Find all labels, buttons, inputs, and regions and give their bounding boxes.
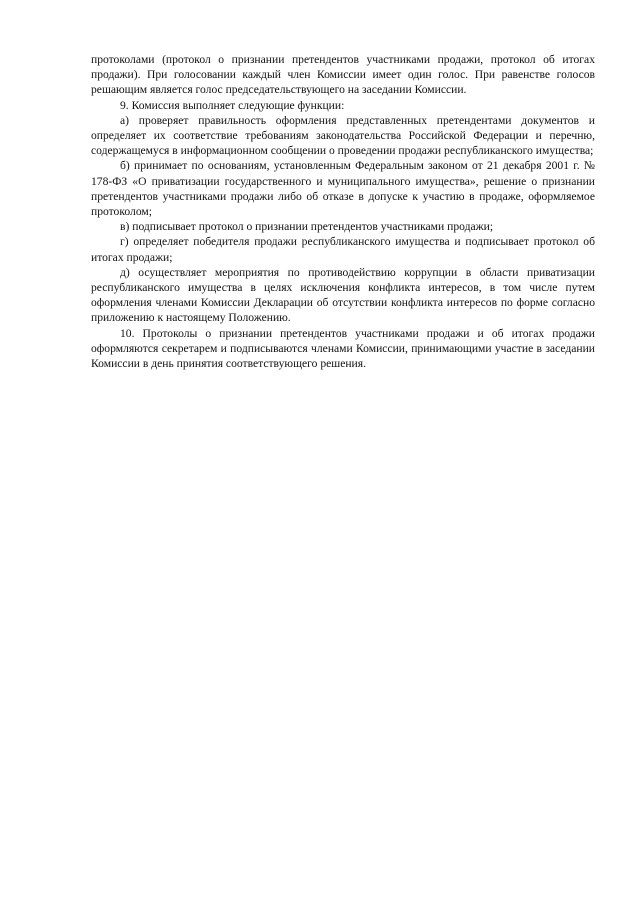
paragraph-item-b: б) принимает по основаниям, установленным Федеральным законом от 21 декабря 2001 г. № 178-ФЗ «О приватизации государственного и муниципального имущества», решение о признании претендентов участниками продажи либо об отказе в допуске к участию в продаже, оформляемое протоколом; bbox=[91, 159, 595, 219]
paragraph-item-10: 10. Протоколы о признании претендентов участниками продажи и об итогах продажи оформляются секретарем и подписываются членами Комиссии, принимающими участие в заседании Комиссии в день принятия соответствующего решения. bbox=[91, 326, 595, 371]
paragraph-continuation: протоколами (протокол о признании претендентов участниками продажи, протокол об итогах продажи). При голосовании каждый член Комиссии имеет один голос. При равенстве голосов решающим является голос председательствующего на заседании Комиссии. bbox=[91, 53, 595, 97]
paragraph-item-d: д) осуществляет мероприятия по противодействию коррупции в области приватизации республиканского имущества в целях исключения конфликта интересов, в том числе путем оформления членами Комиссии Декларации об отсутствии конфликта интересов по форме согласно приложению к настоящему Положению. bbox=[91, 265, 595, 325]
paragraph-item-g: г) определяет победителя продажи республиканского имущества и подписывает протокол об итогах продажи; bbox=[91, 235, 595, 264]
paragraph-item-9: 9. Комиссия выполняет следующие функции: bbox=[120, 98, 345, 112]
paragraph-item-a: а) проверяет правильность оформления представленных претендентами документов и определяет их соответствие требованиям законодательства Российской Федерации и перечню, содержащемуся в информационном сообщении о проведении продажи республиканского имущества; bbox=[91, 113, 595, 158]
paragraph-item-v: в) подписывает протокол о признании претендентов участниками продажи; bbox=[120, 220, 494, 234]
document-page bbox=[91, 52, 595, 371]
